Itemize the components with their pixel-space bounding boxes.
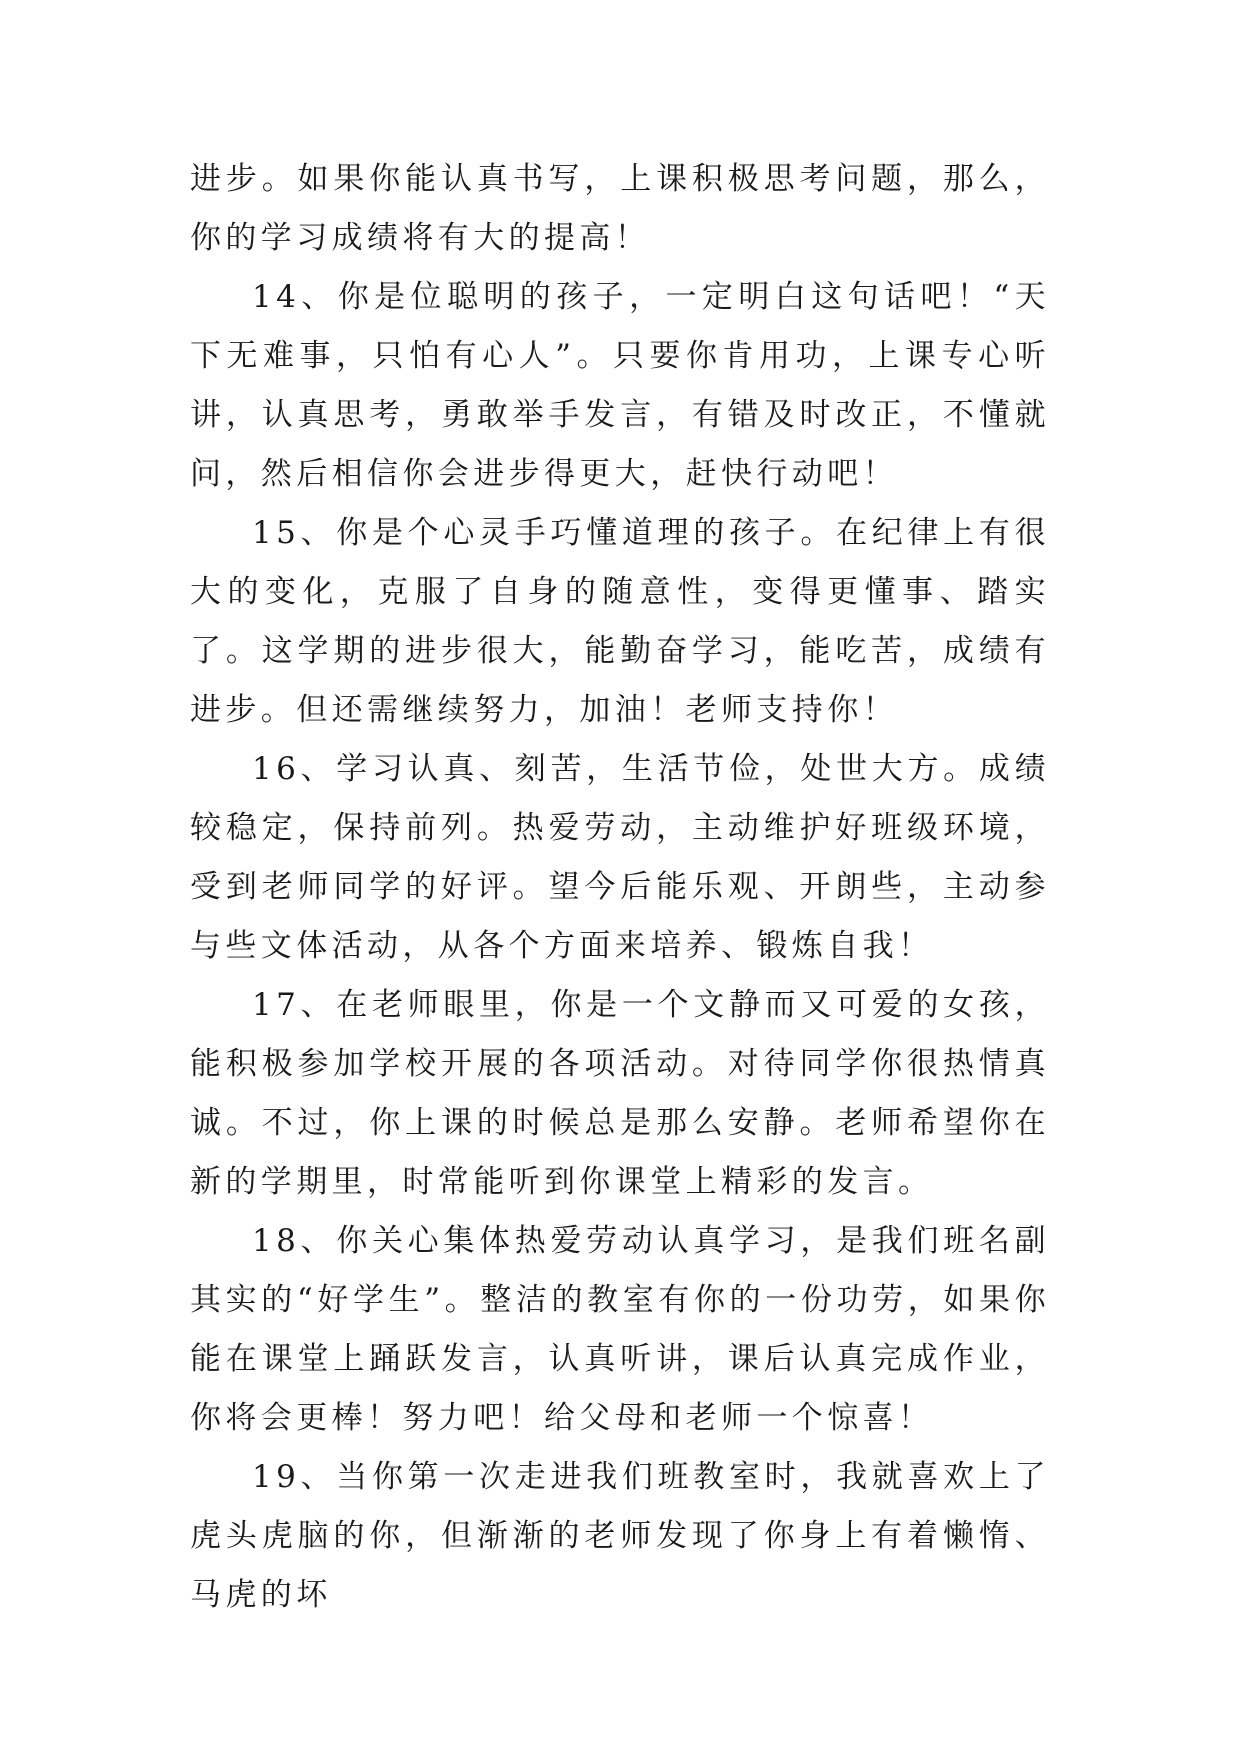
paragraph-comment-19: 19、当你第一次走进我们班教室时，我就喜欢上了虎头虎脑的你，但渐渐的老师发现了你身上有着懒惰、马虎的坏 — [190, 1459, 1050, 1613]
paragraph-comment-17: 17、在老师眼里，你是一个文静而又可爱的女孩，能积极参加学校开展的各项活动。对待同学你很热情真诚。不过，你上课的时候总是那么安静。老师希望你在新的学期里，时常能听到你课堂上精彩的发言。 — [190, 987, 1050, 1200]
document-page — [190, 150, 1050, 1625]
paragraph-continuation: 进步。如果你能认真书写，上课积极思考问题，那么，你的学习成绩将有大的提高！ — [190, 161, 1050, 256]
paragraph-comment-18: 18、你关心集体热爱劳动认真学习，是我们班名副其实的“好学生”。整洁的教室有你的一份功劳，如果你能在课堂上踊跃发言，认真听讲，课后认真完成作业，你将会更棒！努力吧！给父母和老师一个惊喜！ — [190, 1223, 1050, 1436]
paragraph-comment-14: 14、你是位聪明的孩子，一定明白这句话吧！“天下无难事，只怕有心人”。只要你肯用功，上课专心听讲，认真思考，勇敢举手发言，有错及时改正，不懂就问，然后相信你会进步得更大，赶快行动吧！ — [190, 279, 1050, 492]
paragraph-comment-16: 16、学习认真、刻苦，生活节俭，处世大方。成绩较稳定，保持前列。热爱劳动，主动维护好班级环境，受到老师同学的好评。望今后能乐观、开朗些，主动参与些文体活动，从各个方面来培养、锻炼自我！ — [190, 751, 1050, 964]
paragraph-comment-15: 15、你是个心灵手巧懂道理的孩子。在纪律上有很大的变化，克服了自身的随意性，变得更懂事、踏实了。这学期的进步很大，能勤奋学习，能吃苦，成绩有进步。但还需继续努力，加油！老师支持你！ — [190, 515, 1050, 728]
